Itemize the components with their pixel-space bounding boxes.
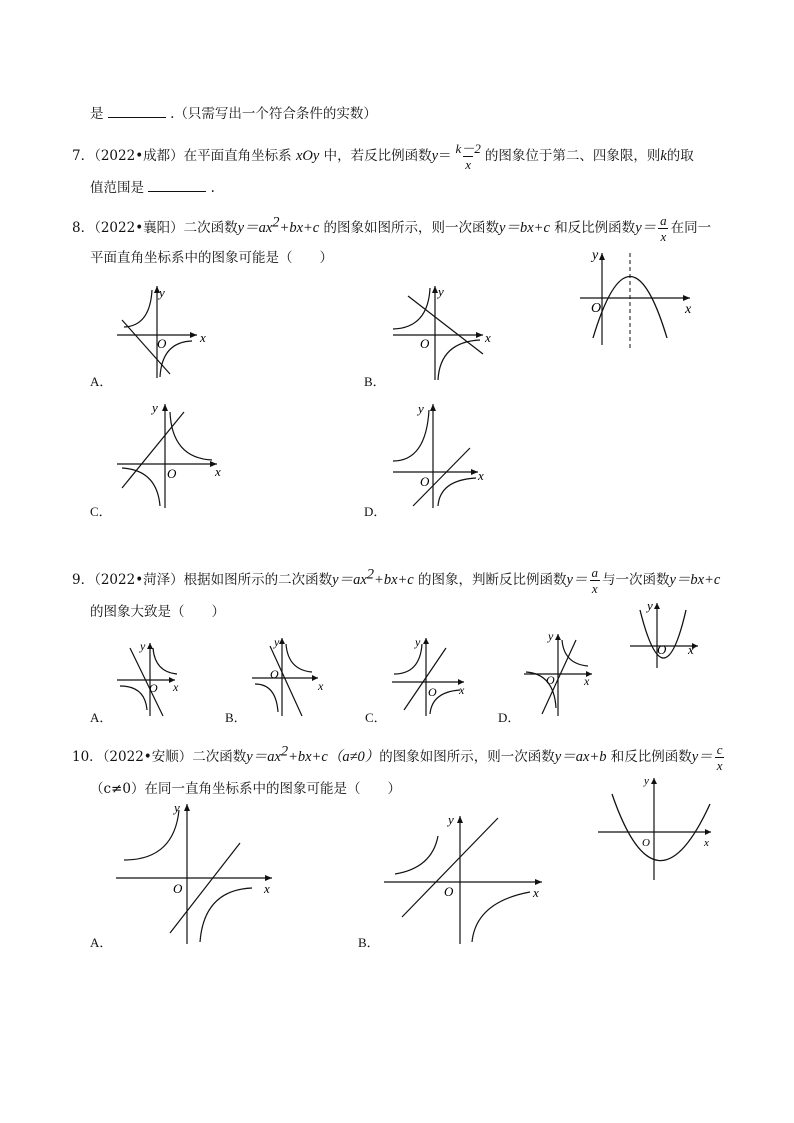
- q9-text-3: 与一次函数: [601, 572, 670, 588]
- inverse-func: y＝: [635, 220, 657, 236]
- q9-quadratic-graph: [628, 598, 708, 670]
- x-axis-label: x: [264, 881, 270, 896]
- origin-label: O: [546, 673, 555, 687]
- equals-sign: ＝: [438, 148, 452, 164]
- option-a-label[interactable]: A．: [90, 710, 113, 725]
- y-axis-label: y: [174, 800, 180, 815]
- q10-option-b-graph: [380, 812, 550, 946]
- q7-line2: [90, 178, 215, 197]
- fraction-a-over-x: [658, 213, 669, 244]
- q10-text-2: 的图象如图所示，则一次函数: [379, 749, 555, 765]
- linear-func: y＝ax+b: [554, 749, 607, 765]
- y-axis-label: y: [418, 401, 424, 416]
- linear-func: y＝bx+c: [499, 220, 550, 236]
- option-a-label[interactable]: A．: [90, 374, 113, 389]
- question-number: 7．: [72, 148, 95, 164]
- answer-blank[interactable]: [108, 104, 166, 118]
- origin-label: O: [657, 642, 667, 657]
- origin-label: O: [420, 474, 430, 489]
- option-c-label[interactable]: C．: [365, 710, 387, 725]
- question-number: 8．: [72, 220, 95, 236]
- fraction-a-over-x: [589, 565, 600, 596]
- q7-text-3: 的图象位于第二、四象限，则: [484, 148, 661, 164]
- y-axis-label: y: [159, 285, 165, 300]
- question-source: （2022•成都）: [94, 148, 184, 164]
- x-axis-label: x: [318, 679, 324, 693]
- fraction-c-over-x: [715, 742, 725, 773]
- q10-text-3: 和反比例函数: [610, 749, 692, 765]
- option-a-label[interactable]: A．: [90, 935, 113, 950]
- origin-label: O: [149, 681, 158, 695]
- q7-text-1: 在平面直角坐标系: [183, 148, 292, 164]
- coord-system: xOy: [295, 148, 320, 164]
- question-number: 10．: [72, 749, 103, 765]
- origin-label: O: [270, 667, 279, 681]
- q9-option-a-graph: [115, 640, 195, 718]
- question-10: [72, 742, 726, 773]
- exponent: 2: [366, 566, 375, 583]
- question-9: [72, 565, 720, 596]
- q8-option-d-graph: [388, 398, 498, 510]
- q8-text-4: 在同一: [670, 220, 712, 236]
- origin-label: O: [428, 685, 437, 699]
- quadratic-func: y＝ax: [237, 220, 273, 236]
- q9-option-b-graph: [250, 634, 330, 718]
- origin-label: O: [420, 336, 430, 351]
- q9-option-c-graph: [390, 634, 470, 718]
- origin-label: O: [173, 881, 183, 896]
- q9-text-2: 的图象，判断反比例函数: [418, 572, 567, 588]
- question-7: [72, 141, 694, 172]
- q8-option-b-graph: [388, 282, 498, 382]
- q6-suffix: .（只需写出一个符合条件的实数）: [170, 106, 377, 122]
- answer-blank[interactable]: [148, 178, 206, 192]
- q8-text-1: 二次函数: [183, 220, 238, 236]
- fraction-denominator: x: [660, 229, 667, 244]
- origin-label: O: [444, 884, 454, 899]
- question-source: （2022•襄阳）: [94, 220, 184, 236]
- q7-text-4: 的取: [666, 148, 694, 164]
- q10-text-1: 二次函数: [192, 749, 247, 765]
- option-d-label[interactable]: D．: [498, 710, 521, 725]
- q7-text-2: 中，若反比例函数: [323, 148, 432, 164]
- x-axis-label: x: [200, 330, 206, 345]
- fraction-denominator: x: [716, 758, 723, 773]
- fraction-denominator: x: [591, 581, 598, 596]
- q10-option-a-graph: [112, 798, 277, 946]
- y-axis-label: y: [152, 400, 158, 415]
- q7-line2-suffix: .: [210, 180, 215, 196]
- fraction-k-minus-2-over-x: [454, 141, 483, 172]
- fraction-numerator: k－2: [455, 141, 481, 156]
- q6-prefix: 是: [90, 106, 104, 122]
- question-source: （2022•安顺）: [102, 749, 193, 765]
- question-source: （2022•菏泽）: [94, 572, 184, 588]
- q10-quadratic-graph: [596, 772, 721, 882]
- y-axis-label: y: [438, 284, 444, 299]
- q9-line2: 的图象大致是（ ）: [90, 604, 225, 620]
- y-axis-label: y: [592, 248, 599, 263]
- q8-text-2: 的图象如图所示，则一次函数: [323, 220, 500, 236]
- q8-text-3: 和反比例函数: [554, 220, 636, 236]
- exponent: 2: [280, 743, 289, 760]
- q8-option-c-graph: [112, 398, 222, 510]
- quadratic-tail: +bx+c: [279, 220, 320, 236]
- q8-quadratic-graph: [575, 245, 700, 355]
- quadratic-tail: +bx+c（a≠0）: [288, 749, 380, 765]
- x-axis-label: x: [688, 642, 694, 657]
- option-d-label[interactable]: D．: [364, 504, 387, 519]
- x-axis-label: x: [704, 837, 709, 849]
- inverse-func: y＝: [691, 749, 713, 765]
- option-b-label[interactable]: B．: [225, 710, 247, 725]
- q8-option-a-graph: [112, 282, 212, 380]
- fraction-numerator: a: [591, 565, 598, 580]
- y-axis-label: y: [274, 635, 280, 649]
- linear-func: y＝bx+c: [669, 572, 721, 588]
- question-number: 9．: [72, 572, 95, 588]
- var-k: k: [660, 148, 667, 164]
- y-axis-label: y: [140, 639, 146, 653]
- option-b-label[interactable]: B．: [358, 935, 380, 950]
- exponent: 2: [272, 214, 280, 231]
- x-axis-label: x: [215, 464, 221, 479]
- fraction-numerator: a: [660, 213, 667, 228]
- y-axis-label: y: [647, 598, 653, 613]
- y-axis-label: y: [548, 629, 554, 643]
- origin-label: O: [591, 301, 602, 316]
- origin-label: O: [642, 837, 650, 849]
- inverse-func: y＝: [566, 572, 588, 588]
- question-8: [72, 213, 711, 244]
- x-axis-label: x: [685, 302, 692, 317]
- q6-tail: [90, 104, 377, 123]
- fraction-denominator: x: [465, 157, 472, 172]
- quadratic-tail: +bx+c: [374, 572, 414, 588]
- q9-text-1: 根据如图所示的二次函数: [183, 572, 333, 588]
- y-axis-label: y: [448, 812, 454, 827]
- y-axis-label: y: [644, 775, 649, 787]
- q8-line2: 平面直角坐标系中的图象可能是（ ）: [90, 250, 333, 266]
- x-axis-label: x: [533, 885, 539, 900]
- x-axis-label: x: [485, 330, 491, 345]
- q7-line2-prefix: 值范围是: [90, 180, 144, 196]
- x-axis-label: x: [459, 683, 465, 697]
- x-axis-label: x: [173, 680, 179, 694]
- option-c-label[interactable]: C．: [90, 504, 112, 519]
- quadratic-func: y＝ax: [246, 749, 281, 765]
- y-axis-label: y: [415, 635, 421, 649]
- x-axis-label: x: [478, 468, 484, 483]
- quadratic-func: y＝ax: [332, 572, 367, 588]
- option-b-label[interactable]: B．: [364, 374, 386, 389]
- origin-label: O: [167, 466, 177, 481]
- origin-label: O: [157, 336, 167, 351]
- func-y: y: [431, 148, 439, 164]
- q9-option-d-graph: [522, 630, 602, 718]
- fraction-numerator: c: [716, 742, 723, 757]
- q10-line2: （c≠0）在同一直角坐标系中的图象可能是（ ）: [90, 781, 401, 797]
- x-axis-label: x: [584, 674, 590, 688]
